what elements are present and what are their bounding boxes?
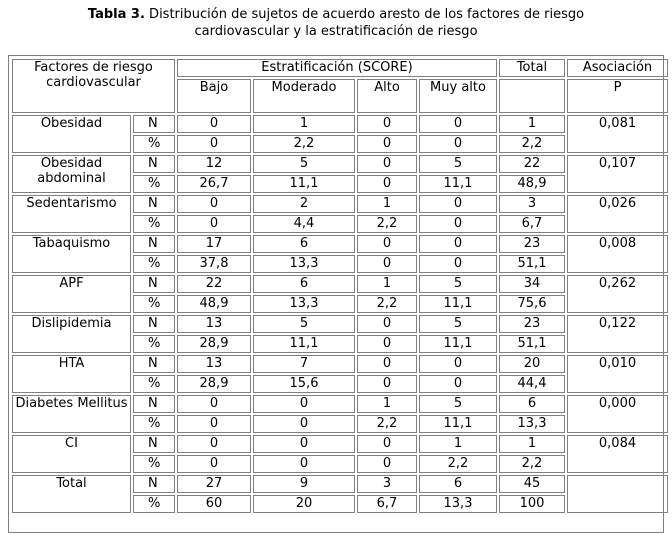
factor-label: Tabaquismo — [12, 235, 131, 273]
cell-value: 0 — [419, 115, 497, 133]
cell-value: 5 — [419, 275, 497, 293]
table-row — [12, 275, 668, 293]
caption-line2: cardiovascular y la estratificación de riesgo — [194, 24, 478, 39]
cell-value: 28,9 — [177, 335, 251, 353]
cell-value: 6 — [499, 395, 565, 413]
cell-value: 2,2 — [499, 455, 565, 473]
cell-value: 5 — [419, 315, 497, 333]
cell-value: 20 — [499, 355, 565, 373]
cell-value: 11,1 — [253, 175, 355, 193]
cell-value: 27 — [177, 475, 251, 493]
row-stat-label: N — [133, 435, 175, 453]
factor-label: Obesidad — [12, 115, 131, 153]
cell-value: 6 — [253, 275, 355, 293]
cell-value: 0 — [177, 415, 251, 433]
header-estratificacion: Estratificación (SCORE) — [177, 59, 497, 77]
factor-label: HTA — [12, 355, 131, 393]
cell-value: 0 — [177, 195, 251, 213]
header-p: P — [567, 79, 668, 113]
row-stat-label: N — [133, 195, 175, 213]
cell-value: 11,1 — [419, 415, 497, 433]
cell-value: 20 — [253, 495, 355, 513]
cell-value: 0 — [253, 435, 355, 453]
cell-value: 75,6 — [499, 295, 565, 313]
cell-value: 11,1 — [419, 295, 497, 313]
cell-value: 13,3 — [499, 415, 565, 433]
cell-value: 0 — [419, 195, 497, 213]
cell-value: 0 — [253, 455, 355, 473]
cell-value: 1 — [499, 435, 565, 453]
header-total: Total — [499, 59, 565, 77]
cell-value: 5 — [253, 315, 355, 333]
cell-value: 37,8 — [177, 255, 251, 273]
cell-value: 15,6 — [253, 375, 355, 393]
row-stat-label: % — [133, 415, 175, 433]
factor-label: Obesidad abdominal — [12, 155, 131, 193]
cell-value: 0 — [357, 435, 417, 453]
table-caption — [0, 0, 672, 42]
row-stat-label: % — [133, 295, 175, 313]
cell-value: 0 — [177, 395, 251, 413]
table-row — [12, 435, 668, 453]
row-stat-label: % — [133, 135, 175, 153]
cell-value: 7 — [253, 355, 355, 373]
row-stat-label: % — [133, 495, 175, 513]
cell-value: 1 — [357, 395, 417, 413]
factor-label: CI — [12, 435, 131, 473]
table-row — [12, 355, 668, 373]
row-stat-label: % — [133, 215, 175, 233]
cell-value: 0 — [253, 395, 355, 413]
cell-value: 0 — [357, 135, 417, 153]
cell-value: 0 — [419, 235, 497, 253]
risk-table — [10, 57, 670, 515]
header-alto: Alto — [357, 79, 417, 113]
cell-value: 2 — [253, 195, 355, 213]
p-value: 0,000 — [567, 395, 668, 433]
cell-value: 0 — [419, 255, 497, 273]
cell-value: 0 — [177, 455, 251, 473]
cell-value: 0 — [419, 375, 497, 393]
cell-value: 0 — [357, 255, 417, 273]
cell-value: 1 — [357, 195, 417, 213]
caption-text: Distribución de sujetos de acuerdo aresto de los factores de riesgo — [144, 7, 585, 22]
factor-label: APF — [12, 275, 131, 313]
cell-value: 100 — [499, 495, 565, 513]
cell-value: 0 — [177, 435, 251, 453]
cell-value: 0 — [419, 215, 497, 233]
cell-value: 11,1 — [419, 335, 497, 353]
cell-value: 0 — [357, 115, 417, 133]
cell-value: 45 — [499, 475, 565, 493]
cell-value: 28,9 — [177, 375, 251, 393]
factor-label: Dislipidemia — [12, 315, 131, 353]
p-value: 0,122 — [567, 315, 668, 353]
cell-value: 2,2 — [253, 135, 355, 153]
cell-value: 4,4 — [253, 215, 355, 233]
p-value: 0,081 — [567, 115, 668, 153]
row-stat-label: % — [133, 175, 175, 193]
header-bajo: Bajo — [177, 79, 251, 113]
table-row — [12, 315, 668, 333]
row-stat-label: % — [133, 375, 175, 393]
cell-value: 13 — [177, 315, 251, 333]
cell-value: 48,9 — [177, 295, 251, 313]
cell-value: 0 — [357, 315, 417, 333]
cell-value: 0 — [357, 155, 417, 173]
table-row — [12, 475, 668, 493]
cell-value: 6,7 — [357, 495, 417, 513]
row-stat-label: N — [133, 315, 175, 333]
cell-value: 0 — [253, 415, 355, 433]
cell-value: 13,3 — [253, 295, 355, 313]
cell-value: 51,1 — [499, 255, 565, 273]
cell-value: 23 — [499, 315, 565, 333]
p-value — [567, 475, 668, 513]
cell-value: 51,1 — [499, 335, 565, 353]
cell-value: 2,2 — [357, 215, 417, 233]
cell-value: 6 — [253, 235, 355, 253]
cell-value: 9 — [253, 475, 355, 493]
row-stat-label: % — [133, 455, 175, 473]
cell-value: 0 — [419, 135, 497, 153]
factor-label: Total — [12, 475, 131, 513]
row-stat-label: N — [133, 395, 175, 413]
factor-label: Diabetes Mellitus — [12, 395, 131, 433]
cell-value: 13,3 — [253, 255, 355, 273]
cell-value: 1 — [419, 435, 497, 453]
cell-value: 13 — [177, 355, 251, 373]
cell-value: 0 — [357, 175, 417, 193]
cell-value: 0 — [357, 455, 417, 473]
cell-value: 26,7 — [177, 175, 251, 193]
cell-value: 3 — [499, 195, 565, 213]
row-stat-label: N — [133, 155, 175, 173]
cell-value: 0 — [357, 375, 417, 393]
cell-value: 0 — [177, 115, 251, 133]
table-row — [12, 235, 668, 253]
cell-value: 11,1 — [253, 335, 355, 353]
p-value: 0,107 — [567, 155, 668, 193]
cell-value: 23 — [499, 235, 565, 253]
header-muy-alto: Muy alto — [419, 79, 497, 113]
cell-value: 34 — [499, 275, 565, 293]
header-moderado: Moderado — [253, 79, 355, 113]
row-stat-label: N — [133, 235, 175, 253]
header-factores: Factores de riesgo cardiovascular — [12, 59, 175, 113]
cell-value: 0 — [177, 215, 251, 233]
table-row — [12, 155, 668, 173]
cell-value: 1 — [499, 115, 565, 133]
cell-value: 13,3 — [419, 495, 497, 513]
p-value: 0,084 — [567, 435, 668, 473]
cell-value: 5 — [419, 395, 497, 413]
cell-value: 2,2 — [499, 135, 565, 153]
caption-label: Tabla 3. — [87, 7, 145, 22]
cell-value: 11,1 — [419, 175, 497, 193]
cell-value: 0 — [357, 235, 417, 253]
p-value: 0,026 — [567, 195, 668, 233]
row-stat-label: N — [133, 275, 175, 293]
cell-value: 22 — [177, 275, 251, 293]
cell-value: 2,2 — [357, 295, 417, 313]
cell-value: 5 — [419, 155, 497, 173]
row-stat-label: % — [133, 335, 175, 353]
cell-value: 48,9 — [499, 175, 565, 193]
cell-value: 0 — [357, 355, 417, 373]
row-stat-label: N — [133, 475, 175, 493]
table-row — [12, 115, 668, 133]
row-stat-label: N — [133, 115, 175, 133]
header-total-blank — [499, 79, 565, 113]
table-row — [12, 195, 668, 213]
cell-value: 2,2 — [419, 455, 497, 473]
p-value: 0,262 — [567, 275, 668, 313]
cell-value: 2,2 — [357, 415, 417, 433]
cell-value: 17 — [177, 235, 251, 253]
cell-value: 0 — [419, 355, 497, 373]
p-value: 0,008 — [567, 235, 668, 273]
cell-value: 0 — [177, 135, 251, 153]
cell-value: 0 — [357, 335, 417, 353]
factor-label: Sedentarismo — [12, 195, 131, 233]
cell-value: 44,4 — [499, 375, 565, 393]
cell-value: 1 — [253, 115, 355, 133]
cell-value: 22 — [499, 155, 565, 173]
table-row — [12, 395, 668, 413]
cell-value: 12 — [177, 155, 251, 173]
header-asociacion: Asociación — [567, 59, 668, 77]
cell-value: 3 — [357, 475, 417, 493]
cell-value: 1 — [357, 275, 417, 293]
row-stat-label: N — [133, 355, 175, 373]
row-stat-label: % — [133, 255, 175, 273]
cell-value: 6,7 — [499, 215, 565, 233]
p-value: 0,010 — [567, 355, 668, 393]
cell-value: 6 — [419, 475, 497, 493]
cell-value: 60 — [177, 495, 251, 513]
cell-value: 5 — [253, 155, 355, 173]
